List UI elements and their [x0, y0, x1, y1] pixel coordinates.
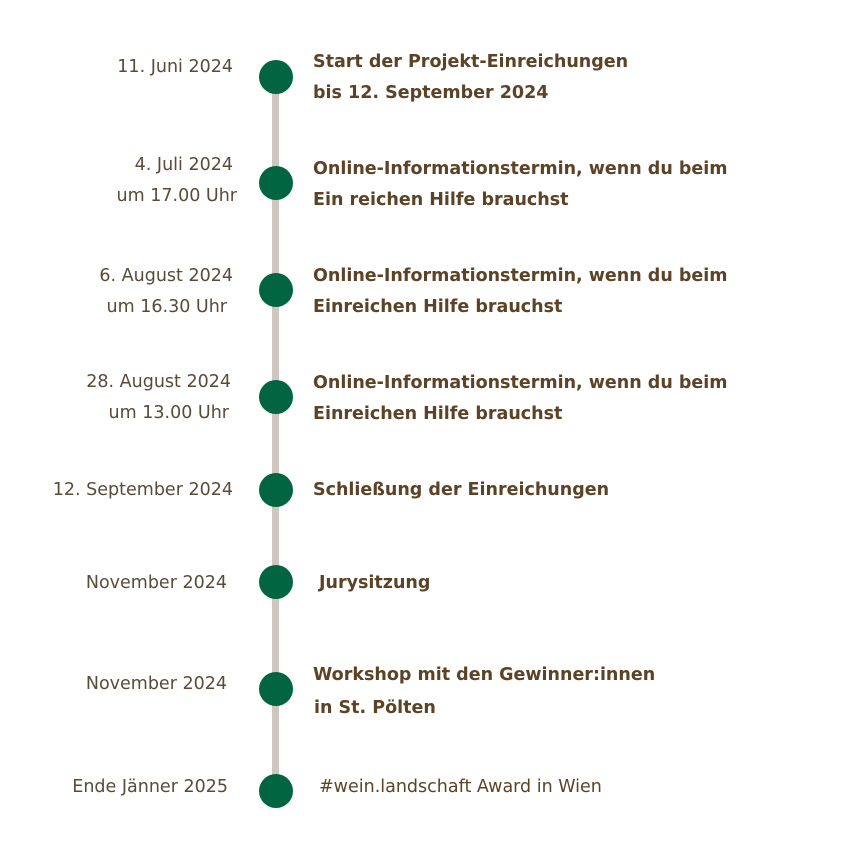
event-description: Jurysitzung [319, 573, 431, 593]
timeline-dot [259, 672, 293, 706]
timeline-dot [259, 473, 293, 507]
timeline-dot [259, 273, 293, 307]
event-description: Start der Projekt-Einreichungen bis 12. September 2024 [313, 52, 629, 103]
event-description: Online-Informationstermin, wenn du beim Ein reichen Hilfe brauchst [313, 159, 728, 210]
event-description: Online-Informationstermin, wenn du beim Einreichen Hilfe brauchst [313, 266, 728, 317]
event-date: 4. Juli 2024 um 17.00 Uhr [116, 155, 237, 206]
timeline-dot [259, 565, 293, 599]
timeline-dot [259, 166, 293, 200]
event-date: 11. Juni 2024 [117, 57, 233, 77]
event-description: Workshop mit den Gewinner:innen in St. Pölten [313, 665, 656, 718]
timeline-dot [259, 774, 293, 808]
event-description: Schließung der Einreichungen [313, 480, 610, 500]
event-description: #wein.landschaft Award in Wien [319, 777, 602, 797]
event-description: Online-Informationstermin, wenn du beim Einreichen Hilfe brauchst [313, 373, 728, 424]
event-date: November 2024 [85, 573, 227, 593]
timeline-dot [259, 380, 293, 414]
timeline-dot [259, 60, 293, 94]
event-date: 12. September 2024 [52, 480, 233, 500]
event-date: 6. August 2024 um 16.30 Uhr [99, 266, 233, 317]
event-date: November 2024 [85, 674, 227, 694]
event-date: Ende Jänner 2025 [72, 777, 228, 797]
event-date: 28. August 2024 um 13.00 Uhr [86, 372, 231, 423]
